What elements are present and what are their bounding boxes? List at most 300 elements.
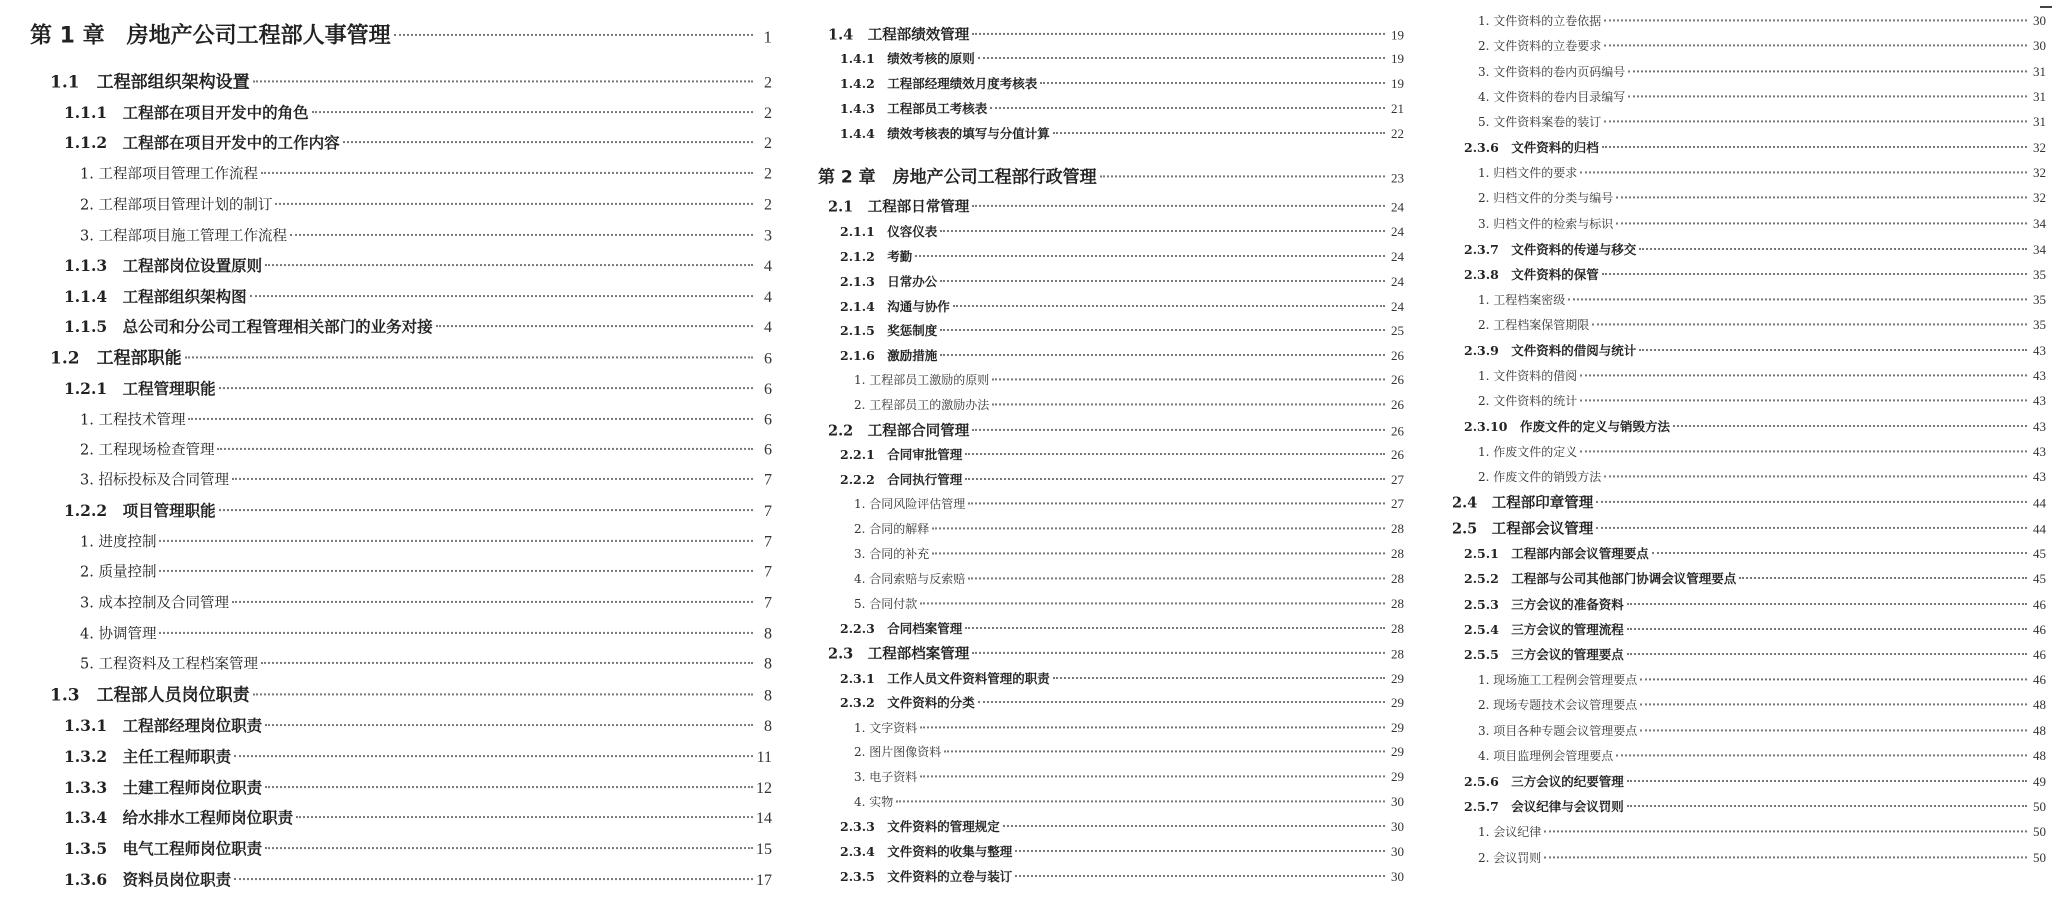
toc-entry-page: 29	[1391, 744, 1404, 760]
toc-entry-page: 45	[2033, 545, 2046, 561]
toc-entry-title: 3. 文件资料的卷内页码编号	[1478, 64, 1626, 79]
toc-entry-title: 2.1 工程部日常管理	[828, 198, 970, 216]
toc-entry-page: 2	[764, 164, 772, 182]
toc-entry-title: 2.5.1 工程部内部会议管理要点	[1464, 545, 1649, 561]
toc-entry[interactable]	[818, 866, 1404, 885]
toc-entry-title: 1.3 工程部人员岗位职责	[50, 685, 250, 706]
toc-entry-title: 2.2.2 合同执行管理	[840, 471, 963, 487]
toc-entry-page: 1	[763, 27, 772, 47]
dot-leader	[232, 586, 753, 603]
toc-entry[interactable]	[30, 437, 772, 459]
toc-entry-title: 1.1 工程部组织架构设置	[50, 72, 250, 93]
toc-entry[interactable]	[818, 618, 1404, 637]
toc-entry-title: 5. 文件资料案卷的装订	[1478, 115, 1602, 130]
toc-entry[interactable]	[30, 284, 772, 307]
toc-entry[interactable]	[30, 498, 772, 521]
dot-leader	[296, 800, 753, 818]
dot-leader	[261, 157, 753, 174]
dot-leader	[1602, 261, 2027, 276]
toc-entry[interactable]	[818, 469, 1404, 488]
toc-entry-title: 第 1 章 房地产公司工程部人事管理	[30, 23, 391, 49]
toc-entry-title: 1.2.1 工程管理职能	[64, 378, 216, 398]
toc-entry[interactable]	[30, 590, 772, 612]
toc-entry[interactable]	[818, 742, 1404, 760]
toc-entry[interactable]	[30, 130, 772, 153]
toc-entry-title: 2.3.2 文件资料的分类	[840, 695, 975, 711]
dot-leader	[940, 218, 1385, 233]
toc-entry-page: 45	[2033, 570, 2046, 586]
toc-entry[interactable]	[818, 792, 1404, 810]
toc-entry-page: 2	[764, 104, 772, 122]
toc-entry-page: 26	[1391, 397, 1404, 413]
toc-entry-page: 30	[1391, 843, 1404, 859]
toc-entry-title: 1.1.3 工程部岗位设置原则	[64, 255, 263, 275]
toc-column-3	[1452, 0, 2046, 900]
toc-entry-title: 2.3.8 文件资料的保管	[1464, 266, 1599, 282]
toc-entry[interactable]	[818, 321, 1404, 340]
dot-leader	[159, 525, 753, 542]
dot-leader	[1627, 641, 2027, 656]
toc-entry[interactable]	[30, 744, 772, 767]
toc-entry[interactable]	[1452, 771, 2046, 790]
toc-entry-title: 2.3.10 作废文件的定义与销毁方法	[1464, 418, 1670, 434]
toc-entry-title: 2.1.5 奖惩制度	[840, 323, 938, 339]
toc-entry[interactable]	[1452, 416, 2046, 435]
dot-leader	[1616, 210, 2027, 224]
dot-leader	[1596, 487, 2027, 504]
toc-entry-title: 2. 质量控制	[80, 563, 157, 580]
dot-leader	[234, 862, 753, 880]
dot-leader	[1640, 692, 2027, 706]
toc-entry[interactable]	[818, 271, 1404, 290]
dot-leader	[1544, 819, 2027, 833]
toc-entry-page: 30	[1391, 819, 1404, 835]
toc-entry-page: 25	[1391, 323, 1404, 339]
toc-entry-page: 26	[1391, 347, 1404, 363]
toc-entry-page: 31	[2033, 89, 2046, 105]
dot-leader	[234, 739, 753, 757]
toc-entry-title: 4. 实物	[854, 795, 894, 809]
toc-entry-page: 2	[764, 74, 772, 92]
toc-entry-page: 29	[1391, 769, 1404, 785]
toc-entry-title: 2.1.2 考勤	[840, 248, 913, 264]
toc-entry-title: 1. 现场施工工程例会管理要点	[1478, 673, 1638, 688]
toc-entry-title: 2.3.1 工作人员文件资料管理的职责	[840, 670, 1050, 686]
toc-entry-title: 1.3.2 主任工程师职责	[64, 746, 232, 766]
toc-entry[interactable]	[30, 651, 772, 673]
toc-entry[interactable]	[30, 621, 772, 643]
toc-entry-page: 15	[756, 840, 772, 858]
toc-entry-page: 31	[2033, 114, 2046, 130]
toc-entry-title: 2. 工程部员工的激励办法	[854, 398, 990, 413]
toc-entry-page: 43	[2033, 393, 2046, 409]
toc-entry-title: 3. 招标投标及合同管理	[80, 471, 229, 488]
toc-entry-title: 2.3 工程部档案管理	[828, 644, 970, 662]
dot-leader	[940, 317, 1385, 332]
dot-leader	[920, 714, 1385, 728]
toc-entry-title: 1.3.6 资料员岗位职责	[64, 869, 232, 889]
toc-entry[interactable]	[1452, 36, 2046, 54]
toc-entry[interactable]	[30, 192, 772, 214]
toc-entry[interactable]	[1452, 315, 2046, 333]
toc-entry-title: 1.3.5 电气工程师岗位职责	[64, 838, 263, 858]
dot-leader	[217, 433, 753, 450]
toc-entry[interactable]	[1452, 62, 2046, 80]
toc-entry[interactable]	[30, 68, 772, 93]
toc-column-2	[818, 0, 1404, 900]
toc-entry[interactable]	[818, 718, 1404, 736]
dot-leader	[1602, 134, 2027, 149]
toc-entry-page: 14	[756, 809, 772, 827]
toc-entry-title: 2.2 工程部合同管理	[828, 421, 970, 439]
toc-entry[interactable]	[818, 395, 1404, 413]
toc-entry-title: 3. 成本控制及合同管理	[80, 594, 229, 611]
toc-entry-title: 1.1.5 总公司和分公司工程管理相关部门的业务对接	[64, 316, 433, 336]
toc-entry-page: 7	[764, 593, 772, 611]
dot-leader	[1053, 119, 1385, 134]
toc-entry[interactable]	[1452, 543, 2046, 562]
toc-entry-page: 26	[1391, 372, 1404, 388]
toc-entry-page: 46	[2033, 647, 2046, 662]
toc-entry[interactable]	[818, 668, 1404, 687]
toc-entry[interactable]	[818, 195, 1404, 217]
dot-leader	[1604, 33, 2027, 47]
toc-entry-page: 6	[764, 440, 772, 458]
toc-entry[interactable]	[1452, 290, 2046, 308]
toc-entry-page: 30	[1391, 794, 1404, 809]
toc-entry[interactable]	[818, 221, 1404, 240]
toc-entry-title: 3. 工程部项目施工管理工作流程	[80, 227, 287, 244]
dot-leader	[968, 565, 1385, 579]
dot-leader	[1627, 768, 2027, 783]
dot-leader	[1604, 464, 2027, 478]
toc-entry-title: 2.5.4 三方会议的管理流程	[1464, 621, 1624, 637]
toc-entry-title: 1.2 工程部职能	[50, 348, 182, 369]
dot-leader	[932, 540, 1385, 554]
toc-entry-page: 31	[2033, 63, 2046, 79]
dot-leader	[940, 342, 1385, 357]
toc-entry[interactable]	[818, 73, 1404, 92]
toc-entry[interactable]	[30, 559, 772, 581]
toc-entry[interactable]	[1452, 442, 2046, 460]
toc-entry-title: 4. 项目监理例会管理要点	[1478, 749, 1614, 764]
dot-leader	[250, 279, 753, 297]
toc-entry-title: 1. 工程档案密级	[1478, 292, 1566, 307]
dot-leader	[1640, 717, 2027, 731]
toc-entry[interactable]	[818, 544, 1404, 562]
toc-entry-page: 3	[764, 226, 772, 244]
dot-leader	[1040, 70, 1385, 85]
toc-entry[interactable]	[1452, 340, 2046, 359]
toc-entry-title: 1.4.1 绩效考核的原则	[840, 51, 975, 67]
toc-entry[interactable]	[30, 344, 772, 369]
toc-column-1	[30, 0, 772, 900]
toc-entry-title: 1. 进度控制	[80, 533, 157, 550]
toc-entry[interactable]	[30, 253, 772, 276]
toc-entry-title: 1.1.4 工程部组织架构图	[64, 286, 247, 306]
toc-entry[interactable]	[1452, 87, 2046, 105]
toc-entry-page: 46	[2033, 621, 2046, 637]
toc-entry-title: 1. 工程技术管理	[80, 411, 186, 428]
toc-entry-page: 29	[1391, 670, 1404, 686]
dot-leader	[1592, 312, 2027, 326]
toc-entry-title: 2. 归档文件的分类与编号	[1478, 191, 1614, 206]
toc-entry-title: 1. 文字资料	[854, 720, 918, 735]
toc-entry[interactable]	[30, 223, 772, 245]
toc-entry-page: 8	[764, 624, 772, 642]
dot-leader	[261, 647, 753, 664]
dot-leader	[436, 309, 753, 327]
dot-leader	[265, 248, 753, 266]
toc-entry[interactable]	[1452, 366, 2046, 384]
toc-entry-page: 28	[1391, 521, 1404, 537]
toc-entry[interactable]	[818, 817, 1404, 836]
toc-entry[interactable]	[30, 100, 772, 123]
toc-entry-title: 2.2.1 合同审批管理	[840, 447, 963, 463]
dot-leader	[232, 463, 753, 480]
toc-entry[interactable]	[30, 19, 772, 50]
toc-entry-page: 30	[2033, 13, 2046, 28]
dot-leader	[896, 788, 1385, 802]
toc-entry-page: 44	[2033, 520, 2046, 536]
toc-entry[interactable]	[30, 161, 772, 183]
toc-entry-page: 32	[2033, 190, 2046, 206]
toc-entry-page: 28	[1391, 546, 1404, 561]
toc-entry[interactable]	[1452, 239, 2046, 258]
toc-entry-title: 2.2.3 合同档案管理	[840, 620, 963, 636]
toc-entry-title: 1. 文件资料的借阅	[1478, 368, 1578, 383]
dot-leader	[265, 831, 753, 849]
toc-entry-page: 4	[764, 257, 772, 275]
toc-entry-page: 28	[1391, 595, 1404, 611]
toc-entry-title: 3. 归档文件的检索与标识	[1478, 216, 1614, 231]
toc-entry-page: 24	[1391, 199, 1404, 215]
toc-entry-page: 44	[2033, 495, 2046, 511]
toc-entry[interactable]	[818, 445, 1404, 464]
toc-entry[interactable]	[30, 529, 772, 551]
toc-entry[interactable]	[818, 163, 1404, 188]
toc-entry[interactable]	[1452, 391, 2046, 409]
toc-entry[interactable]	[818, 49, 1404, 68]
toc-entry-page: 49	[2033, 773, 2046, 789]
dot-leader	[968, 491, 1385, 505]
toc-entry-title: 1.4.3 工程部员工考核表	[840, 100, 988, 116]
toc-entry-title: 2.4 工程部印章管理	[1452, 494, 1594, 512]
dot-leader	[972, 637, 1385, 654]
dot-leader	[1627, 793, 2027, 808]
toc-entry-page: 50	[2033, 824, 2046, 840]
toc-entry[interactable]	[30, 407, 772, 429]
toc-entry[interactable]	[818, 594, 1404, 612]
toc-entry[interactable]	[818, 519, 1404, 537]
toc-entry[interactable]	[30, 376, 772, 399]
toc-entry-title: 2.5.5 三方会议的管理要点	[1464, 647, 1624, 662]
toc-entry[interactable]	[1452, 214, 2046, 232]
toc-entry-title: 2.3.4 文件资料的收集与整理	[840, 843, 1013, 859]
toc-entry-page: 35	[2033, 317, 2046, 333]
toc-entry-title: 1.3.4 给水排水工程师岗位职责	[64, 807, 294, 827]
toc-entry-title: 5. 合同付款	[854, 596, 918, 611]
toc-entry[interactable]	[1452, 11, 2046, 29]
toc-entry-title: 1. 作废文件的定义	[1478, 444, 1578, 459]
toc-entry-title: 3. 合同的补充	[854, 547, 930, 561]
toc-entry[interactable]	[1452, 163, 2046, 181]
toc-entry[interactable]	[1452, 721, 2046, 739]
toc-entry[interactable]	[818, 246, 1404, 265]
toc-entry-title: 2.3.6 文件资料的归档	[1464, 140, 1599, 155]
toc-entry-title: 1. 工程部员工激励的原则	[854, 373, 990, 388]
toc-entry-page: 8	[764, 654, 772, 672]
dot-leader	[1628, 58, 2027, 72]
toc-entry[interactable]	[818, 693, 1404, 712]
dot-leader	[1627, 590, 2027, 605]
toc-entry-page: 48	[2033, 697, 2046, 713]
toc-entry[interactable]	[818, 98, 1404, 117]
toc-entry-page: 2	[764, 134, 772, 152]
toc-entry[interactable]	[1452, 645, 2046, 664]
toc-entry[interactable]	[818, 641, 1404, 663]
dot-leader	[1003, 813, 1385, 828]
toc-entry-page: 43	[2033, 443, 2046, 459]
toc-entry-page: 11	[756, 748, 772, 766]
dot-leader	[1628, 83, 2027, 97]
toc-entry-page: 32	[2033, 165, 2046, 181]
toc-entry[interactable]	[1452, 491, 2046, 513]
toc-entry-page: 28	[1391, 570, 1404, 586]
toc-entry-page: 7	[764, 562, 772, 580]
toc-entry-title: 2. 会议罚则	[1478, 850, 1542, 865]
toc-entry[interactable]	[1452, 797, 2046, 816]
dot-leader	[978, 689, 1385, 704]
toc-entry-title: 2.3.3 文件资料的管理规定	[840, 819, 1000, 835]
toc-entry[interactable]	[1452, 594, 2046, 613]
toc-entry[interactable]	[1452, 746, 2046, 764]
dot-leader	[1580, 362, 2027, 376]
toc-entry[interactable]	[818, 370, 1404, 388]
toc-entry[interactable]	[818, 841, 1404, 860]
toc-entry[interactable]	[818, 418, 1404, 440]
toc-entry-page: 43	[2033, 342, 2046, 358]
toc-entry-title: 5. 工程资料及工程档案管理	[80, 655, 258, 672]
toc-entry-page: 7	[764, 470, 772, 488]
toc-entry-title: 1. 合同风险评估管理	[854, 497, 966, 512]
toc-entry[interactable]	[1452, 112, 2046, 130]
toc-entry[interactable]	[818, 22, 1404, 44]
dot-leader	[1596, 512, 2027, 529]
toc-entry-page: 17	[756, 871, 772, 889]
toc-entry-page: 4	[764, 288, 772, 306]
dot-leader	[1015, 838, 1385, 853]
toc-entry-page: 43	[2033, 367, 2046, 383]
toc-entry-page: 24	[1391, 248, 1404, 264]
dot-leader	[290, 219, 753, 236]
toc-entry-title: 2. 合同的解释	[854, 522, 930, 537]
dot-leader	[1053, 664, 1385, 679]
toc-entry[interactable]	[30, 836, 772, 859]
toc-entry[interactable]	[1452, 695, 2046, 713]
toc-entry[interactable]	[1452, 848, 2046, 866]
toc-entry-title: 1.4.2 工程部经理绩效月度考核表	[840, 75, 1038, 91]
toc-entry[interactable]	[30, 713, 772, 736]
dot-leader	[159, 555, 753, 572]
dot-leader	[275, 188, 753, 205]
toc-entry-page: 7	[764, 502, 772, 520]
toc-entry-page: 48	[2033, 748, 2046, 764]
page-corner-mark	[2040, 6, 2052, 8]
toc-entry[interactable]	[818, 494, 1404, 512]
toc-entry-title: 1.2.2 项目管理职能	[64, 500, 216, 520]
toc-entry-page: 35	[2033, 266, 2046, 282]
dot-leader	[1604, 109, 2027, 123]
toc-entry[interactable]	[30, 805, 772, 828]
toc-entry-title: 1.4.4 绩效考核表的填写与分值计算	[840, 125, 1050, 141]
toc-entry-page: 29	[1391, 695, 1404, 711]
toc-entry[interactable]	[1452, 467, 2046, 485]
toc-entry-page: 50	[2033, 849, 2046, 865]
toc-entry-title: 2.5.3 三方会议的准备资料	[1464, 596, 1624, 612]
toc-entry[interactable]	[1452, 188, 2046, 206]
toc-entry-page: 34	[2033, 241, 2046, 257]
toc-entry[interactable]	[818, 345, 1404, 364]
toc-entry[interactable]	[1452, 619, 2046, 638]
toc-entry[interactable]	[1452, 822, 2046, 840]
dot-leader	[1639, 337, 2027, 352]
toc-entry-title: 1.3.3 土建工程师岗位职责	[64, 777, 263, 797]
dot-leader	[185, 339, 753, 358]
toc-entry[interactable]	[818, 569, 1404, 587]
dot-leader	[965, 614, 1385, 629]
toc-entry[interactable]	[818, 123, 1404, 142]
toc-entry[interactable]	[1452, 516, 2046, 538]
toc-entry-title: 2. 工程档案保管期限	[1478, 318, 1590, 333]
toc-entry[interactable]	[30, 867, 772, 890]
dot-leader	[1604, 7, 2027, 21]
toc-entry-page: 6	[764, 410, 772, 428]
toc-entry-page: 35	[2033, 291, 2046, 307]
dot-leader	[990, 94, 1385, 109]
toc-entry[interactable]	[1452, 568, 2046, 587]
toc-entry-title: 2. 工程现场检查管理	[80, 441, 215, 458]
toc-entry[interactable]	[30, 681, 772, 706]
toc-entry-page: 7	[764, 532, 772, 550]
toc-entry-title: 4. 合同索赔与反索赔	[854, 571, 966, 586]
toc-entry-title: 2.1.4 沟通与协作	[840, 298, 950, 314]
toc-entry[interactable]	[30, 314, 772, 337]
toc-entry-page: 19	[1391, 75, 1404, 91]
toc-entry[interactable]	[30, 775, 772, 798]
toc-entry[interactable]	[1452, 264, 2046, 283]
toc-entry-title: 1.3.1 工程部经理岗位职责	[64, 715, 263, 735]
toc-entry[interactable]	[1452, 138, 2046, 157]
dot-leader	[1652, 539, 2027, 554]
toc-entry[interactable]	[818, 296, 1404, 315]
toc-entry[interactable]	[818, 767, 1404, 785]
toc-entry-title: 2.5 工程部会议管理	[1452, 519, 1594, 537]
dot-leader	[1580, 159, 2027, 173]
toc-entry-page: 28	[1391, 645, 1404, 661]
dot-leader	[265, 708, 753, 726]
dot-leader	[1673, 413, 2027, 428]
dot-leader	[1544, 844, 2027, 858]
toc-entry[interactable]	[30, 467, 772, 489]
dot-leader	[1580, 388, 2027, 402]
dot-leader	[1568, 286, 2027, 300]
dot-leader	[944, 739, 1385, 753]
toc-entry-title: 2.1.1 仪容仪表	[840, 223, 938, 239]
toc-entry[interactable]	[1452, 670, 2046, 688]
dot-leader	[965, 466, 1385, 481]
toc-entry-page: 21	[1391, 100, 1404, 116]
